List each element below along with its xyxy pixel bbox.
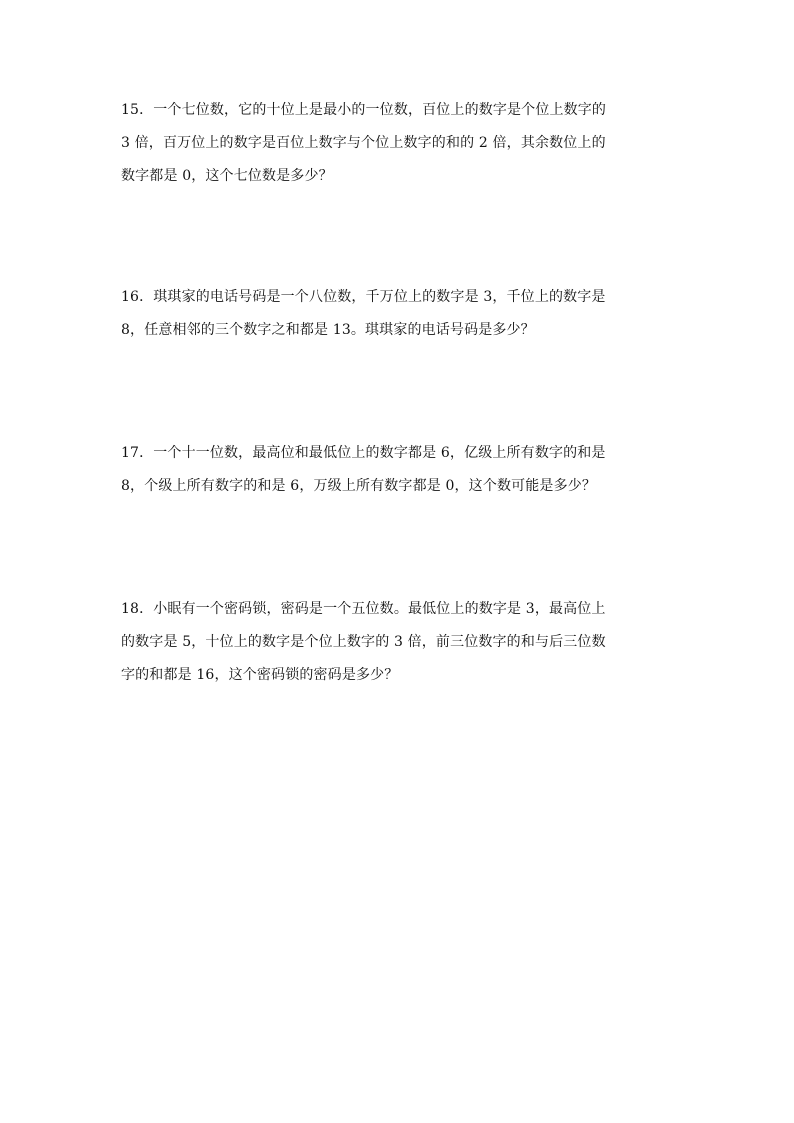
question-18-line-1: 18．小眠有一个密码锁，密码是一个五位数。最低位上的数字是 3，最高位上 bbox=[121, 601, 606, 617]
question-15-line-3: 数字都是 0，这个七位数是多少？ bbox=[121, 168, 333, 184]
question-16-line-2: 8，任意相邻的三个数字之和都是 13。琪琪家的电话号码是多少？ bbox=[121, 322, 535, 338]
question-18-line-3: 字的和都是 16，这个密码锁的密码是多少？ bbox=[121, 667, 399, 683]
question-17-line-1: 17．一个十一位数，最高位和最低位上的数字都是 6，亿级上所有数字的和是 bbox=[121, 445, 606, 461]
question-15-line-1: 15．一个七位数，它的十位上是最小的一位数，百位上的数字是个位上数字的 bbox=[121, 102, 607, 118]
question-18-line-2: 的数字是 5，十位上的数字是个位上数字的 3 倍，前三位数字的和与后三位数 bbox=[121, 634, 606, 650]
question-16-line-1: 16．琪琪家的电话号码是一个八位数，千万位上的数字是 3，千位上的数字是 bbox=[121, 289, 606, 305]
question-15-line-2: 3 倍，百万位上的数字是百位上数字与个位上数字的和的 2 倍，其余数位上的 bbox=[121, 135, 606, 151]
question-17-line-2: 8，个级上所有数字的和是 6，万级上所有数字都是 0，这个数可能是多少？ bbox=[121, 478, 597, 494]
